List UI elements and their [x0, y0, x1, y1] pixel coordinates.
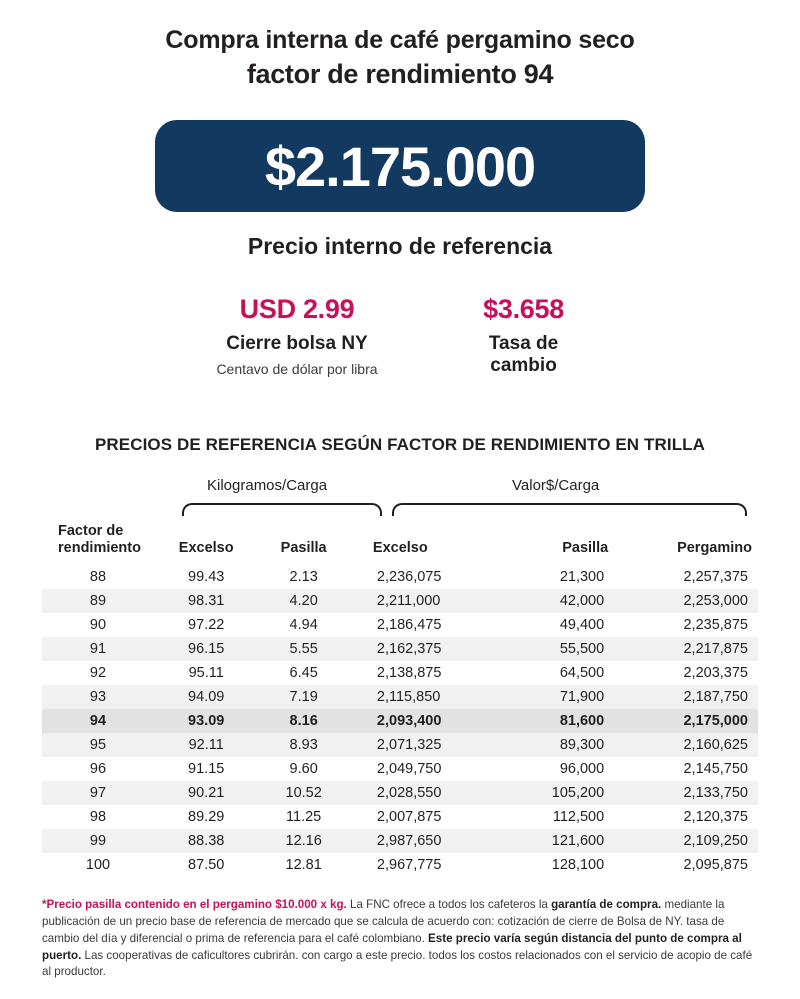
reference-price-caption: Precio interno de referencia	[247, 233, 553, 259]
cell-factor: 89	[89, 593, 107, 610]
cell-pasilla-val: 42,000	[559, 593, 605, 610]
brace-kilograms	[182, 503, 382, 516]
metric-exchange-rate-value: $3.658	[483, 294, 564, 324]
group-braces	[42, 503, 758, 519]
cell-factor: 95	[89, 737, 107, 754]
col-header-factor: Factor de rendimiento	[58, 522, 141, 556]
cell-pasilla-val: 64,500	[559, 665, 605, 682]
cell-pasilla-kg: 4.20	[289, 593, 318, 610]
table-row	[42, 565, 758, 589]
cell-pasilla-val: 121,600	[551, 833, 605, 850]
cell-excelso-val: 2,236,075	[376, 569, 442, 586]
cell-excelso-val: 2,071,325	[376, 737, 442, 754]
cell-excelso-kg: 94.09	[188, 689, 225, 706]
cell-excelso-val: 2,987,650	[376, 833, 442, 850]
table-row	[42, 685, 758, 709]
table-row	[42, 853, 758, 877]
col-header-pasilla-val: Pasilla	[562, 540, 609, 557]
footnote-part6: Las cooperativas de caficultores cubrirán. con cargo a este precio. todos los costos relacionados con el servicio de acopio de café al productor.	[42, 948, 753, 979]
price-table	[42, 521, 758, 877]
brace-value	[392, 503, 747, 516]
cell-factor: 96	[89, 761, 107, 778]
cell-pergamino-val: 2,187,750	[683, 689, 748, 706]
cell-pergamino-val: 2,160,625	[683, 737, 748, 754]
cell-excelso-val: 2,162,375	[376, 641, 442, 658]
cell-pasilla-kg: 8.16	[258, 709, 349, 733]
page-title: Compra interna de café pergamino seco	[165, 26, 635, 54]
cell-pergamino-val: 2,235,875	[683, 617, 748, 634]
cell-pergamino-val: 2,133,750	[683, 785, 748, 802]
cell-pasilla-val: 89,300	[559, 737, 605, 754]
price-table-body	[42, 565, 758, 877]
col-header-pergamino-val: Pergamino	[677, 540, 752, 557]
cell-factor: 99	[89, 833, 107, 850]
page-subtitle: factor de rendimiento 94	[246, 59, 554, 89]
table-title: PRECIOS DE REFERENCIA SEGÚN FACTOR DE RENDIMIENTO EN TRILLA	[94, 434, 706, 454]
cell-pergamino-val: 2,203,375	[683, 665, 748, 682]
metrics-row	[0, 294, 800, 377]
cell-excelso-val: 2,115,850	[376, 689, 441, 706]
cell-pasilla-val: 128,100	[551, 857, 605, 874]
column-group-labels	[42, 477, 758, 503]
table-row	[42, 589, 758, 613]
cell-pasilla-kg: 4.94	[289, 617, 318, 634]
cell-pasilla-val: 49,400	[559, 617, 605, 634]
footnote-part1: *Precio pasilla contenido en el pergamino $10.000 x kg.	[42, 898, 347, 912]
cell-factor: 90	[89, 617, 107, 634]
cell-pasilla-kg: 8.93	[289, 737, 318, 754]
cell-factor: 91	[89, 641, 107, 658]
cell-excelso-kg: 97.22	[188, 617, 225, 634]
cell-pasilla-val: 112,500	[552, 809, 605, 826]
cell-excelso-val: 2,211,000	[376, 593, 441, 610]
cell-pergamino-val: 2,095,875	[683, 857, 748, 874]
cell-excelso-val: 2,138,875	[376, 665, 442, 682]
group-label-value: Valor$/Carga	[512, 476, 600, 494]
col-header-pasilla-kg: Pasilla	[280, 540, 327, 557]
cell-pergamino-val: 2,145,750	[683, 761, 748, 778]
cell-excelso-kg: 96.15	[188, 641, 225, 658]
table-row	[42, 805, 758, 829]
table-row	[42, 829, 758, 853]
cell-pergamino-val: 2,120,375	[683, 809, 748, 826]
cell-excelso-kg: 99.43	[188, 569, 225, 586]
cell-pasilla-kg: 7.19	[289, 689, 318, 706]
cell-pasilla-kg: 11.25	[286, 809, 322, 826]
cell-pasilla-kg: 12.81	[285, 857, 322, 874]
cell-excelso-kg: 88.38	[188, 833, 225, 850]
cell-excelso-kg: 98.31	[188, 593, 225, 610]
cell-factor: 97	[89, 785, 107, 802]
table-row	[42, 613, 758, 637]
cell-pasilla-val: 21,300	[559, 569, 605, 586]
cell-pasilla-kg: 12.16	[285, 833, 322, 850]
cell-pasilla-val: 81,600	[503, 709, 622, 733]
price-table-head	[42, 521, 758, 565]
cell-excelso-val: 2,007,875	[376, 809, 442, 826]
group-label-kilograms: Kilogramos/Carga	[207, 476, 328, 494]
cell-pasilla-kg: 9.60	[289, 761, 318, 778]
footnote-part5: Este precio varía según distancia del punto de compra al puerto.	[42, 931, 742, 962]
cell-excelso-kg: 89.29	[188, 809, 225, 826]
cell-pasilla-val: 96,000	[559, 761, 605, 778]
metric-ny-close	[216, 294, 377, 377]
col-header-excelso-val: Excelso	[372, 540, 428, 557]
table-row	[42, 637, 758, 661]
cell-pergamino-val: 2,257,375	[683, 569, 748, 586]
metric-exchange-rate-label: Tasa de cambio	[488, 333, 559, 376]
cell-factor: 94	[42, 709, 154, 733]
cell-pergamino-val: 2,217,875	[683, 641, 748, 658]
metric-ny-close-value: USD 2.99	[239, 294, 355, 324]
table-row	[42, 733, 758, 757]
footnote-part3: garantía de compra.	[551, 898, 662, 912]
cell-excelso-kg: 87.50	[188, 857, 225, 874]
cell-excelso-val: 2,967,775	[376, 857, 442, 874]
metric-exchange-rate	[464, 294, 584, 377]
footnote-part4: mediante la publicación de un precio base de referencia de mercado que se calcula de acuerdo con: cotización de cierre de Bolsa de NY. tasa de cambio del día y diferencial o prima de referencia para el café colombiano.	[42, 898, 725, 945]
table-row	[42, 661, 758, 685]
price-badge-wrap	[0, 120, 800, 212]
cell-pasilla-val: 105,200	[551, 785, 605, 802]
cell-pasilla-kg: 2.13	[289, 569, 318, 586]
cell-pasilla-val: 71,900	[559, 689, 605, 706]
cell-pasilla-kg: 5.55	[289, 641, 318, 658]
cell-pergamino-val: 2,175,000	[622, 709, 758, 733]
cell-excelso-kg: 90.21	[188, 785, 225, 802]
page-header	[0, 0, 800, 90]
cell-excelso-val: 2,049,750	[376, 761, 442, 778]
cell-excelso-val: 2,093,400	[349, 709, 503, 733]
footnote	[42, 897, 758, 981]
cell-factor: 100	[85, 857, 111, 874]
cell-excelso-kg: 95.11	[188, 665, 224, 682]
reference-price-badge: $2.175.000	[155, 120, 645, 212]
footnote-part2: La FNC ofrece a todos los cafeteros la	[346, 898, 552, 912]
price-table-zone	[42, 477, 758, 877]
cell-excelso-kg: 91.15	[188, 761, 225, 778]
metric-ny-close-sub: Centavo de dólar por libra	[216, 360, 378, 377]
table-row	[42, 757, 758, 781]
cell-excelso-val: 2,028,550	[376, 785, 442, 802]
cell-factor: 92	[89, 665, 107, 682]
cell-pergamino-val: 2,109,250	[683, 833, 748, 850]
table-row	[42, 781, 758, 805]
cell-pasilla-kg: 10.52	[285, 785, 322, 802]
metric-ny-close-label: Cierre bolsa NY	[226, 333, 368, 354]
table-row	[42, 709, 758, 733]
cell-pasilla-val: 55,500	[559, 641, 605, 658]
cell-pergamino-val: 2,253,000	[683, 593, 748, 610]
col-header-excelso-kg: Excelso	[178, 540, 234, 557]
cell-pasilla-kg: 6.45	[289, 665, 318, 682]
cell-excelso-kg: 93.09	[154, 709, 258, 733]
table-header-row	[42, 521, 758, 565]
cell-factor: 88	[89, 569, 107, 586]
cell-factor: 98	[89, 809, 107, 826]
cell-factor: 93	[89, 689, 107, 706]
cell-excelso-kg: 92.11	[188, 737, 224, 754]
cell-excelso-val: 2,186,475	[376, 617, 442, 634]
